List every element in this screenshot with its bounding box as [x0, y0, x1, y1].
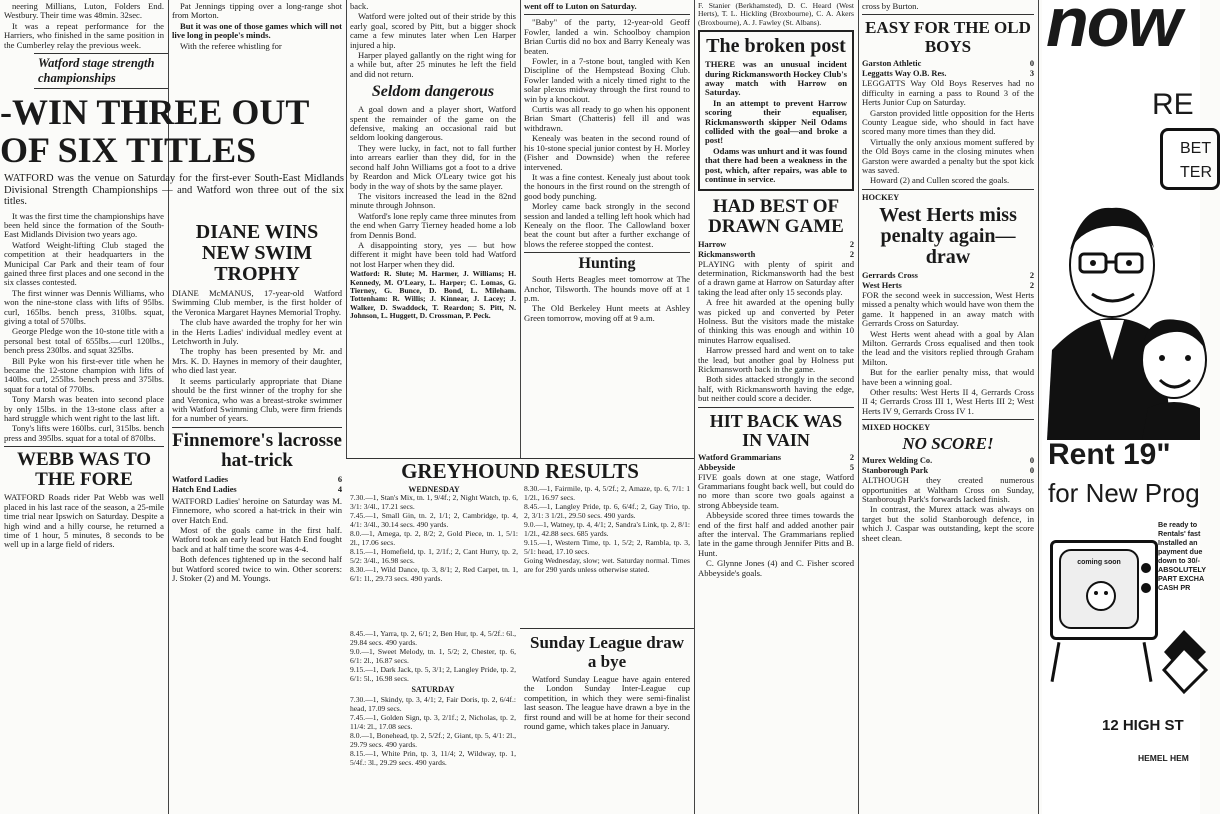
drawn-body [698, 260, 854, 404]
strength-headline: -WIN THREE OUT OF SIX TITLES [0, 92, 309, 171]
tv-cartoon-icon [1061, 566, 1141, 626]
greyhound-race: 8.45.—1, Langley Pride, tp. 6, 6/4f.; 2, Gay Trio, tp. 2, 3/1: 3 1/2l., 29.50 secs. 490 yards. [524, 502, 690, 520]
boxing-paragraph: Morley came back strongly in the second session and landed a telling left hook which had Kenealy on the floor. The Callowland boxer beat the count but after a further exchange of blows the referee stopped the contest. [524, 201, 690, 249]
drawn-paragraph: PLAYING with plenty of spirit and determination, Rickmansworth had the best of a drawn game at Harrow on Saturday after taking the lead after only 15 seconds play. [698, 258, 854, 297]
advert-town: HEMEL HEM [1138, 753, 1189, 763]
col3-body2 [350, 105, 516, 269]
advert-rent: Rent 19" [1048, 438, 1171, 471]
boxing-paragraph: Curtis was all ready to go when his opponent Brian Smart (Chatteris) fell ill and was withdrawn. [524, 104, 690, 133]
col2-bold: But it was one of those games which will not live long in people's minds. [172, 20, 342, 41]
sunday-body: Watford Sunday League have again entered the London Sunday Inter-League cup competition, in which they were semi-finalist last season. The league have drawn a bye in the first round and will be at home for their second round game, which takes place in January. [524, 674, 690, 732]
easy-headline: EASY FOR THE OLD BOYS [865, 18, 1031, 57]
advert-address: 12 HIGH ST [1102, 717, 1184, 734]
advert-re: RE [1152, 88, 1194, 121]
result-team: Hatch End Ladies [172, 484, 237, 494]
greyhound-race: 8.30.—1, Fairmile, tp. 4, 5/2f.; 2, Amaze, tp. 6, 7/1: 1 1/2l., 16.97 secs. [524, 484, 690, 502]
saturday-results [350, 696, 516, 767]
webb-headline: WEBB WAS TO THE FORE [16, 449, 152, 491]
advert-fine-line: ABSOLUTELY [1158, 565, 1207, 574]
result-team: Garston Athletic [862, 59, 922, 69]
result-team: Murex Welding Co. [862, 456, 933, 466]
sunday-section [520, 628, 694, 814]
column-6 [858, 0, 1038, 814]
result-score: 3 [1029, 69, 1034, 79]
diane-body [172, 289, 342, 424]
strength-intro: WATFORD was the venue on Saturday for the first-ever South-East Midlands Divisional Strength Championships — and Watford won three out of the six titles. [4, 173, 344, 208]
hunting-paragraph: South Herts Beagles meet tomorrow at The Anchor, Tilsworth. The hounds move off at 1 p.m. [524, 274, 690, 303]
finnemore-headline: Finnemore's lacrosse hat-trick [172, 429, 342, 471]
advert-fine-line: down to 30/- [1158, 556, 1200, 565]
westherts-paragraph: But for the earlier penalty miss, that would have been a winning goal. [862, 367, 1034, 387]
greyhound-race: 8.0.—1, Amega, tp. 2, 8/2; 2, Gold Piece, tn. 1, 5/1: 2l., 17.06 secs. [350, 529, 518, 547]
advert-fine-line: PART EXCHA [1158, 574, 1205, 583]
col3-paragraph: A disappointing story, yes — but how different it might have been told had Watford not lost Harper when they did. [350, 239, 516, 269]
strength-body [4, 212, 164, 444]
result-score: 4 [337, 484, 342, 494]
broken-post-box [698, 30, 854, 190]
advert-fine-line: CASH PR [1158, 583, 1191, 592]
greyhound-headline: GREYHOUND RESULTS [401, 459, 639, 483]
broken-post-paragraph: THERE was an unusual incident during Rickmansworth Hockey Club's away match with Harrow on Saturday. [705, 59, 847, 98]
easy-paragraph: Garston provided little opposition for the Herts County League side, who should in fact have scored many more times than they did. [862, 107, 1034, 137]
result-team: Leggatts Way O.B. Res. [862, 69, 947, 79]
easy-results [862, 59, 1034, 79]
advert-for-new: for New Prog [1048, 478, 1200, 508]
wednesday-label: WEDNESDAY [408, 485, 460, 494]
drawn-result-row [698, 240, 854, 250]
advert-fine-line: payment due [1158, 547, 1203, 556]
col3-paragraph: Watford were jolted out of their stride by this early goal, scored by Pitt, but a bigger shock came a few minutes later when Len Harper injured a hip. [350, 11, 516, 50]
drawn-headline: HAD BEST OF DRAWN GAME [708, 195, 844, 237]
result-team: Watford Ladies [172, 474, 229, 484]
col3-paragraph: Harper played gallantly on the right wing for a while but, after 25 minutes he left the field and did not return. [350, 50, 516, 79]
sunday-headline: Sunday League draw a bye [530, 633, 684, 671]
result-score: 2 [849, 239, 854, 249]
westherts-paragraph: West Herts went ahead with a goal by Alan Milton. Gerrards Cross equalised and then took the lead and the visitors replied through Graham Milton. [862, 328, 1034, 367]
hitback-paragraph: Abbeyside scored three times towards the end of the first half and added another pair after the interval. The Grammarians replied late in the game through Jennifer Pitts and B. Hunt. [698, 510, 854, 558]
greyhound-race: 8.15.—1, Homefield, tp. 1, 2/1f.; 2, Cant Hurry, tp. 2, 5/2: 3/4l., 16.98 secs. [350, 547, 518, 565]
greyhound-race: 8.30.—1, Wild Dance, tp. 3, 8/1; 2, Red Carpet, tn. 1, 6/1: 1l., 29.73 secs. 490 yards. [350, 565, 518, 583]
result-score: 2 [849, 452, 854, 462]
col4-top: went off to Luton on Saturday. [524, 1, 637, 11]
rental-advert [1042, 0, 1212, 814]
result-score: 0 [1029, 466, 1034, 476]
result-score: 2 [1029, 270, 1034, 280]
hunting-headline: Hunting [578, 255, 636, 273]
greyhound-race: 7.30.—1, Stan's Mix, tn. 1, 9/4f.; 2, Night Watch, tp. 6, 3/1: 3/4l., 17.21 secs. [350, 493, 518, 511]
col3-paragraph: A goal down and a player short, Watford spent the remainder of the game on the defensive, making an occasional raid but seldom looking dangerous. [350, 104, 516, 143]
col2-paragraph: Pat Jennings tipping over a long-range shot from Morton. [172, 1, 342, 21]
greyhound-race: 8.45.—1, Yarra, tp. 2, 6/1; 2, Ben Hur, tp. 4, 5/2f.: 6l., 29.84 secs. 490 yards. [350, 629, 516, 647]
hitback-paragraph: C. Glynne Jones (4) and C. Fisher scored Abbeyside's goals. [698, 558, 854, 578]
wednesday-results [350, 494, 518, 583]
diane-paragraph: The club have awarded the trophy for her win in the Herts Ladies' individual medley event at Letchworth in July. [172, 317, 342, 347]
result-team: Watford Grammarians [698, 452, 782, 462]
finnemore-paragraph: Both defences tightened up in the second half but Watford scored twice to win. Other scorers: J. Stoker (2) and M. Youngs. [172, 554, 342, 583]
strength-paragraph: The first winner was Dennis Williams, who won the nine-stone class with lifts of 95lbs. curl, 165lbs. bench press, 310lbs. squat, giving a total of 570lbs. [4, 287, 164, 326]
advert-fine-print [1158, 520, 1207, 592]
seldom-subhead: Seldom dangerous [371, 83, 495, 101]
saturday-label: SATURDAY [411, 685, 455, 694]
tv-screen-label: coming soon [1077, 559, 1121, 566]
hitback-headline: HIT BACK WAS IN VAIN [709, 410, 843, 450]
westherts-result-row [862, 271, 1034, 281]
hunting-paragraph: The Old Berkeley Hunt meets at Ashley Green tomorrow, moving off at 9 a.m. [524, 303, 690, 323]
broken-post-paragraph: Odams was unhurt and it was found that there had been a weakness in the post, which, after repairs, was able to continue in service. [705, 145, 847, 185]
greyhound-race: 9.15.—1, Western Time, tp. 1, 5/2; 2, Rambla, tp. 3, 5/1: head, 17.10 secs. [524, 538, 690, 556]
advert-bet: BET [1180, 140, 1212, 157]
broken-post-headline: The broken post [706, 35, 846, 58]
strength-paragraph: George Pledge won the 10-stone title with a personal best total of 655lbs.—curl 120lbs., bench press 230lbs. and squat 325lbs. [4, 326, 164, 356]
advert-fine-line: Rentals' fast [1158, 529, 1201, 538]
hitback-paragraph: FIVE goals down at one stage, Watford Grammarians fought back well, but could do no more than score two goals against a strong Abbeyside team. [698, 471, 854, 510]
noscore-paragraph: ALTHOUGH they created numerous opportunities at Waltham Cross on Sunday, Stanborough Park's forwards lacked finish. [862, 475, 1034, 504]
diane-paragraph: The trophy has been presented by Mr. and Mrs. K. D. Haynes in memory of their daughter, who died last year. [172, 346, 342, 376]
strength-kicker: Watford stage strength championships [34, 53, 168, 89]
finnemore-paragraph: Most of the goals came in the first half. Watford took an early lead but Hatch End fought back and at half time the score was 4-4. [172, 524, 342, 554]
strength-paragraph: Watford Weight-lifting Club staged the competition at their headquarters in the Municipal Car Park and their team of four gained three first places and one second in the six classes contested. [4, 239, 164, 288]
westherts-paragraph: FOR the second week in succession, West Herts missed a penalty which would have won them the game. It happened in an away match with Gerrards Cross on Saturday. [862, 289, 1034, 329]
mixed-label: MIXED HOCKEY [862, 423, 931, 433]
finnemore-paragraph: WATFORD Ladies' heroine on Saturday was M. Finnemore, who scored a hat-trick in their win over Hatch End. [172, 495, 342, 525]
noscore-paragraph: In contrast, the Murex attack was always on target but the solid Stanborough defence, in which J. Caspar was outstanding, kept the score sheet clean. [862, 504, 1034, 543]
greyhound-race: 8.15.—1, White Prin, tp. 3, 11/4; 2, Wildway, tp. 1, 5/4f.: 3l., 29.29 secs. 490 yards. [350, 749, 516, 767]
advert-ter: TER [1180, 164, 1212, 181]
drawn-results [698, 240, 854, 260]
result-team: West Herts [862, 280, 902, 290]
logo-icon [1164, 630, 1206, 700]
strength-paragraph: Tony Marsh was beaten into second place by only 15lbs. in the 13-stone class after a hard struggle which went right to the last lift. [4, 394, 164, 424]
greyhound-section [346, 458, 694, 628]
finnemore-results [172, 475, 342, 495]
easy-result-row [862, 59, 1034, 69]
strength-paragraph: Tony's lifts were 160lbs. curl, 315lbs. bench press and 395lbs. squat for a total of 870lbs. [4, 423, 164, 443]
diane-paragraph: DIANE McMANUS, 17-year-old Watford Swimming Club member, is the first holder of the Veronica Margaret Haynes Memorial Trophy. [172, 288, 342, 317]
drawn-paragraph: Harrow pressed hard and went on to take the lead, but another goal by Holness put Rickmansworth back in the game. [698, 345, 854, 374]
boxing-paragraph: It was a fine contest. Kenealy just about took the honours in the first round on the strength of good body punching. [524, 171, 690, 201]
col3-top: back. [350, 1, 369, 11]
result-team: Harrow [698, 239, 727, 249]
finnemore-body [172, 497, 342, 584]
easy-paragraph: Virtually the only anxious moment suffered by the Old Boys came in the closing minutes when Garston were awarded a penalty but the spot kick was saved. [862, 136, 1034, 176]
col2-top-text [172, 2, 342, 21]
drawn-paragraph: Both sides attacked strongly in the second half, with Rickmansworth having the edge, but neither could score a decider. [698, 374, 854, 404]
tv-illustration [1050, 540, 1158, 640]
col1-top-text [4, 2, 164, 50]
drawn-paragraph: A free hit awarded at the opening bully was picked up and converted by Peter Holness. But the visitors made the mistake of thinking this was enough and within 10 minutes Harrow equalised. [698, 297, 854, 345]
hitback-result-row [698, 453, 854, 463]
result-score: 0 [1029, 456, 1034, 466]
noscore-result-row [862, 456, 1034, 466]
col3-paragraph: They were lucky, in fact, not to fall further into arrears earlier than they did, for in the second half John Williams got a foot to a drive by Reardon and Mick O'Leary twice got his body in the way of shots by the same player. [350, 142, 516, 191]
col5-top: F. Stanier (Berkhamsted), D. C. Heard (West Herts), T. L. Hickling (Broxbourne), C. A. Akers (Broxbourne), A. J. Fawley (St. Albans). [698, 1, 854, 27]
col3-body [350, 12, 516, 79]
col6-top: cross by Burton. [862, 1, 919, 11]
result-score: 6 [337, 474, 342, 484]
wednesday-more [350, 630, 516, 683]
boxing-body [524, 18, 690, 249]
webb-body: WATFORD Roads rider Pat Webb was well placed in his last race of the season, a 25-mile time trial near Ipswich on Saturday. Despite a high wind and a hilly course, he returned a time of 1 hour, 5 minutes, 8 seconds to be well up in a large field of riders. [4, 492, 164, 550]
broken-post-body [705, 60, 847, 184]
greyhound-race: 7.45.—1, Small Gin, tn. 2, 1/1; 2, Cambridge, tp. 4, 4/1: 3/4l., 30.14 secs. 490 yards. [350, 511, 518, 529]
westherts-paragraph: Other results: West Herts II 4, Gerrards Cross II 4; Gerrards Cross III 1, West Herts III 2; West Herts IV 9, Gerrards Cross IV 1. [862, 386, 1034, 416]
advert-fine-line: Installed an [1158, 538, 1198, 547]
boxing-paragraph: Kenealy was beaten in the second round of his 10-stone special junior contest by H. Morley (Fisher and Downside) when the referee intervened. [524, 133, 690, 172]
finnemore-result-row [172, 485, 342, 495]
westherts-results [862, 271, 1034, 291]
team-lineups: Watford: R. Slute; M. Harmer, J. Williams; H. Kennedy, M. O'Leary, L. Harper; C. Lomas, G. Tierney, G. Bunce, D. Bond, L. Mileham. Tottenham: R. Willis; J. Kinnear, J. Lacey; J. Walker, D. Swaddock, T. Reardon; S. Pitt, N. Johnson, L. Huggett, D. Crossman, P. Peck. [350, 269, 516, 321]
greyhound-right-results [524, 485, 690, 574]
greyhound-race: 7.45.—1, Golden Sign, tp. 3, 2/1f.; 2, Nicholas, tp. 2, 11/4: 2l., 17.08 secs. [350, 713, 516, 731]
result-score: 2 [849, 249, 854, 259]
col3-paragraph: Watford's lone reply came three minutes from the end when Garry Tierney headed home a lob from Dennis Bond. [350, 210, 516, 240]
family-illustration [1042, 190, 1200, 440]
easy-body [862, 79, 1034, 185]
greyhound-race: Going Wednesday, slow; wet. Saturday normal. Times are for 290 yards unless otherwise stated. [524, 556, 690, 574]
result-team: Stanborough Park [862, 466, 929, 476]
result-score: 5 [849, 462, 854, 472]
boxing-paragraph: Fowler, in a 7-stone bout, tangled with Ken Discipline of the Hempstead Boxing Club. Fowler landed with a nicely timed right to the solar plexus midway through the first round to win by a knockout. [524, 56, 690, 104]
strength-paragraph: Bill Pyke won his first-ever title when he became the 12-stone champion with lifts of 140lbs. curl, 255lbs. bench press and 375lbs. squat for a total of 770lbs. [4, 355, 164, 394]
noscore-headline: NO SCORE! [902, 434, 994, 454]
result-score: 0 [1029, 59, 1034, 69]
drawn-result-row [698, 250, 854, 260]
greyhound-race: 9.15.—1, Dark Jack, tp. 5, 3/1; 2, Langley Pride, tp. 2, 6/1: 5l., 16.98 secs. [350, 665, 516, 683]
hitback-results [698, 453, 854, 473]
result-team: Gerrards Cross [862, 270, 918, 280]
boxing-paragraph: "Baby" of the party, 12-year-old Geoff Fowler, landed a win. Schoolboy champion Brian Curtis did no box and Barry Kenealy was beaten. [524, 17, 690, 56]
noscore-results [862, 456, 1034, 476]
strength-paragraph: It was the first time the championships have been held since the formation of the South-East Midlands Division two years ago. [4, 210, 164, 240]
result-score: 2 [1029, 280, 1034, 290]
col1-paragraph: neering Millians, Luton, Folders End. Westbury. Their time was 48min. 32sec. [4, 1, 164, 21]
greyhound-race: 9.0.—1, Sweet Melody, tn. 1, 5/2; 2, Chester, tp. 6, 6/1: 2l., 16.87 secs. [350, 647, 516, 665]
hunting-body [524, 275, 690, 323]
greyhound-race: 7.30.—1, Skindy, tp. 3, 4/1; 2, Fair Doris, tp. 2, 6/4f.: head, 17.09 secs. [350, 695, 516, 713]
hockey-label: HOCKEY [862, 192, 900, 202]
finnemore-result-row [172, 475, 342, 485]
easy-paragraph: Howard (2) and Cullen scored the goals. [870, 175, 1010, 186]
diane-headline: DIANE WINS NEW SWIM TROPHY [195, 221, 319, 286]
easy-paragraph: LEGGATTS Way Old Boys Reserves had no difficulty in earning a pass to Round 3 of the Herts Junior Cup on Saturday. [862, 78, 1034, 108]
greyhound-saturday [346, 628, 520, 814]
diane-paragraph: It seems particularly appropriate that Diane should be the first winner of the trophy for she and Veronica, who was a breast-stroke swimmer with Watford Swimming Club, were firm friends for a number of years. [172, 375, 342, 424]
westherts-headline: West Herts miss penalty again—draw [879, 203, 1017, 268]
greyhound-race: 8.0.—1, Bonehead, tp. 2, 5/2f.; 2, Giant, tp. 5, 4/1: 2l., 29.79 secs. 490 yards. [350, 731, 516, 749]
col1-paragraph: It was a repeat performance for the Harriers, who finished in the same position in the Cumberley relay the previous week. [4, 20, 164, 50]
advert-fine-line: Be ready to [1158, 520, 1198, 529]
col2-after-bold: With the referee whistling for [180, 40, 282, 51]
westherts-body [862, 291, 1034, 416]
greyhound-race: 9.0.—1, Watney, tp. 4, 4/1; 2, Sandra's Link, tp. 2, 8/1: 1/2l., 42.88 secs. 685 yards. [524, 520, 690, 538]
hitback-body [698, 473, 854, 578]
col3-paragraph: The visitors increased the lead in the 82nd minute through Johnson. [350, 190, 516, 211]
noscore-body [862, 476, 1034, 543]
advert-brand: now [1046, 0, 1180, 61]
column-5 [694, 0, 858, 814]
broken-post-paragraph: In an attempt to prevent Harrow scoring their equaliser, Rickmansworth skipper Neil Odams collided with the goal—and broke a post! [705, 97, 847, 146]
result-team: Abbeyside [698, 462, 736, 472]
result-team: Rickmansworth [698, 249, 756, 259]
